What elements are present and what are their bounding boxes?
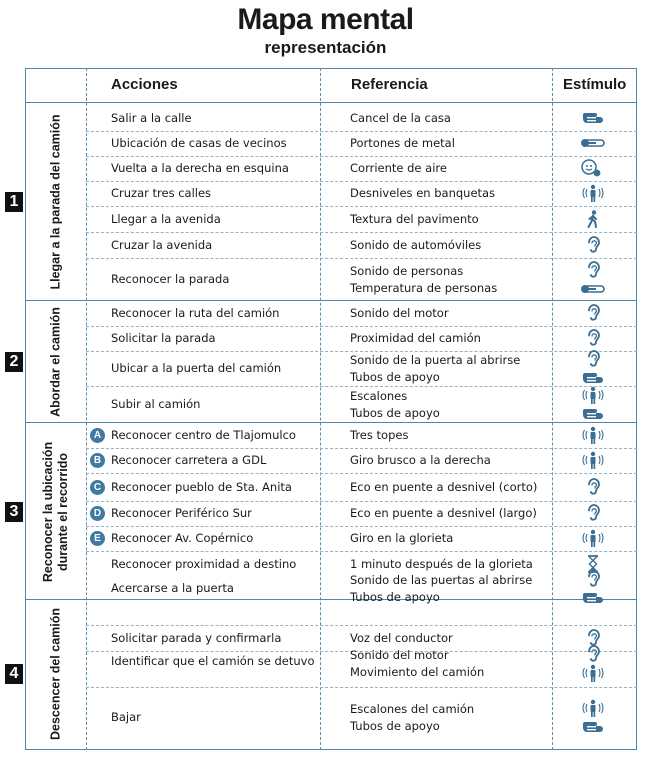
ear-icon: [578, 570, 608, 588]
referencia-cell: Eco en puente a desnivel (corto): [350, 479, 538, 494]
referencia-cell: Escalones del camión: [350, 701, 475, 716]
row-divider: [86, 687, 637, 688]
accion-cell: Ubicación de casas de vecinos: [111, 136, 287, 150]
row-divider: [86, 232, 637, 233]
accion-cell: Acercarse a la puerta: [111, 581, 234, 595]
column-divider: [86, 68, 87, 750]
row-divider: [86, 551, 637, 552]
section-label-line: Descencer del camión: [48, 607, 63, 741]
accion-cell: Reconocer Periférico Sur: [111, 506, 252, 520]
hand-icon: [578, 405, 608, 423]
row-divider: [86, 206, 637, 207]
referencia-cell: Temperatura de personas: [350, 280, 498, 295]
person-vibration-icon: [578, 184, 608, 202]
section-label: [49, 608, 64, 740]
marker-badge: A: [90, 428, 105, 443]
referencia-cell: Sonido de personas: [350, 263, 464, 278]
section-divider: [25, 422, 637, 423]
header-estimulo: Estímulo: [563, 76, 627, 93]
accion-cell: Vuelta a la derecha en esquina: [111, 161, 289, 175]
referencia-cell: Movimiento del camión: [350, 665, 485, 679]
referencia-cell: Sonido del motor: [350, 648, 449, 662]
ear-icon: [578, 304, 608, 322]
accion-cell: Reconocer proximidad a destino: [111, 556, 297, 571]
referencia-cell: Tres topes: [350, 428, 409, 442]
referencia-cell: Tubos de apoyo: [350, 718, 440, 733]
row-divider: [86, 501, 637, 502]
mind-map-table: [9, 68, 637, 750]
accion-cell: Solicitar la parada: [111, 331, 216, 345]
hand-icon: [578, 718, 608, 736]
referencia-cell: Sonido de automóviles: [350, 237, 482, 252]
person-vibration-icon: [578, 529, 608, 547]
ear-icon: [578, 629, 608, 647]
page-title: Mapa mental: [237, 3, 414, 36]
referencia-cell: Voz del conductor: [350, 630, 453, 645]
ear-icon: [578, 350, 608, 368]
row-divider: [86, 448, 637, 449]
accion-cell: Reconocer carretera a GDL: [111, 453, 267, 467]
person-vibration-icon: [578, 426, 608, 444]
referencia-cell: Portones de metal: [350, 136, 455, 150]
referencia-cell: Tubos de apoyo: [350, 369, 440, 384]
ear-icon: [578, 478, 608, 496]
ear-icon: [578, 504, 608, 522]
accion-cell: Llegar a la avenida: [111, 211, 221, 226]
ear-icon: [578, 329, 608, 347]
accion-cell: Reconocer centro de Tlajomulco: [111, 428, 296, 442]
hand-icon: [578, 589, 608, 607]
marker-badge: B: [90, 453, 105, 468]
thermometer-icon: [578, 134, 608, 152]
walking-person-icon: [578, 210, 608, 228]
section-label-line: Llegar a la parada del camión: [48, 113, 63, 290]
section-divider: [25, 300, 637, 301]
header-acciones: Acciones: [111, 76, 178, 93]
referencia-cell: Sonido de la puerta al abrirse: [350, 352, 521, 367]
accion-cell: Cruzar tres calles: [111, 186, 212, 200]
accion-cell: Solicitar parada y confirmarla: [111, 630, 282, 645]
row-divider: [86, 526, 637, 527]
accion-cell: Cruzar la avenida: [111, 237, 213, 252]
accion-cell: Reconocer la parada: [111, 272, 230, 286]
ear-icon: [578, 645, 608, 663]
column-divider: [320, 68, 321, 750]
column-divider: [552, 68, 553, 750]
hand-icon: [578, 369, 608, 387]
referencia-cell: Cancel de la casa: [350, 110, 451, 125]
referencia-cell: Textura del pavimento: [350, 211, 479, 226]
section-number: 1: [5, 192, 23, 212]
row-divider: [86, 625, 637, 626]
referencia-cell: Sonido del motor: [350, 306, 449, 320]
marker-badge: E: [90, 531, 105, 546]
accion-cell: Reconocer pueblo de Sta. Anita: [111, 479, 292, 494]
accion-cell: Salir a la calle: [111, 110, 192, 125]
accion-cell: Subir al camión: [111, 397, 201, 411]
section-label-line: Abordar el camión: [48, 307, 63, 417]
accion-cell: Reconocer Av. Copérnico: [111, 531, 254, 545]
person-vibration-icon: [578, 664, 608, 682]
row-divider: [86, 181, 637, 182]
accion-cell: Identificar que el camión se detuvo: [111, 654, 315, 668]
section-label: [49, 114, 64, 289]
person-vibration-icon: [578, 699, 608, 717]
section-label-line: Reconocer la ubicación: [41, 441, 55, 582]
section-label-line: durante el recorrido: [56, 452, 70, 571]
referencia-cell: Sonido de las puertas al abrirse: [350, 572, 533, 587]
referencia-cell: Tubos de apoyo: [350, 405, 440, 420]
referencia-cell: Corriente de aire: [350, 161, 447, 175]
ear-icon: [578, 236, 608, 254]
row-divider: [86, 131, 637, 132]
accion-cell: Ubicar a la puerta del camión: [111, 361, 282, 375]
section-label: [49, 307, 64, 417]
referencia-cell: Proximidad del camión: [350, 331, 481, 345]
section-number: 2: [5, 352, 23, 372]
section-divider: [25, 599, 637, 600]
hand-icon: [578, 109, 608, 127]
referencia-cell: Giro brusco a la derecha: [350, 453, 491, 467]
face-wind-icon: [578, 159, 608, 177]
row-divider: [86, 326, 637, 327]
ear-icon: [578, 261, 608, 279]
referencia-cell: Eco en puente a desnivel (largo): [350, 506, 537, 520]
section-number: 4: [5, 664, 23, 684]
section-number: 3: [5, 502, 23, 522]
thermometer-icon: [578, 280, 608, 298]
referencia-cell: Escalones: [350, 388, 408, 403]
row-divider: [86, 156, 637, 157]
referencia-cell: Desniveles en banquetas: [350, 186, 496, 200]
row-divider: [86, 258, 637, 259]
marker-badge: D: [90, 506, 105, 521]
marker-badge: C: [90, 480, 105, 495]
page-subtitle: representación: [264, 38, 387, 57]
header-divider: [25, 102, 637, 103]
person-vibration-icon: [578, 386, 608, 404]
section-label: [41, 441, 71, 581]
person-vibration-icon: [578, 451, 608, 469]
accion-cell: Reconocer la ruta del camión: [111, 306, 280, 320]
accion-cell: Bajar: [111, 710, 141, 724]
header-referencia: Referencia: [351, 76, 428, 93]
referencia-cell: 1 minuto después de la glorieta: [350, 556, 533, 571]
row-divider: [86, 473, 637, 474]
referencia-cell: Tubos de apoyo: [350, 589, 440, 604]
referencia-cell: Giro en la glorieta: [350, 531, 454, 545]
